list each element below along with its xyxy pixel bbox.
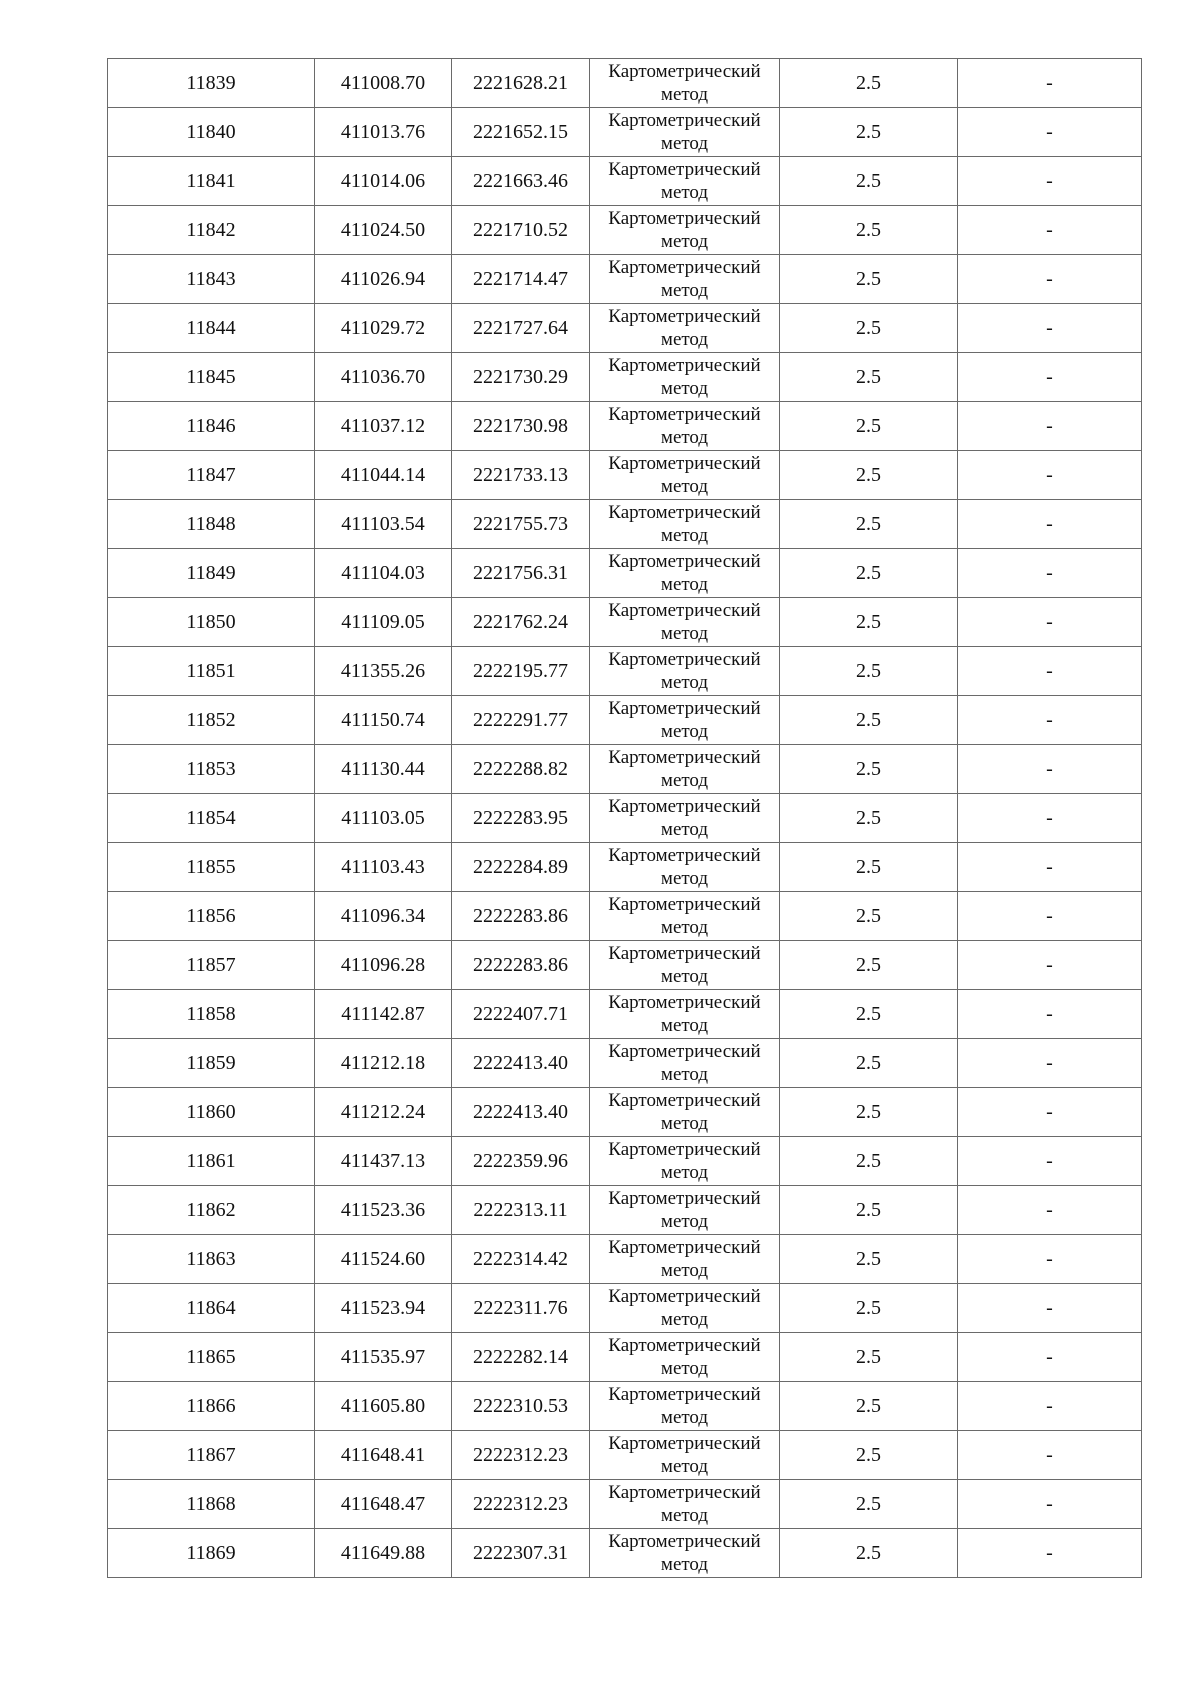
table-row xyxy=(108,745,1142,794)
coordinate-x-cell: 411212.18 xyxy=(315,1039,452,1088)
method-line-2: метод xyxy=(660,476,709,497)
point-number-cell: 11864 xyxy=(108,1284,315,1333)
point-number-cell: 11867 xyxy=(108,1431,315,1480)
method-line-1: Картометрический xyxy=(608,208,761,229)
accuracy-cell: 2.5 xyxy=(780,1480,958,1529)
method-line-2: метод xyxy=(660,1260,709,1281)
table-row xyxy=(108,941,1142,990)
table-row xyxy=(108,843,1142,892)
method-line-2: метод xyxy=(660,770,709,791)
method-cell xyxy=(590,353,780,402)
coordinate-x-cell: 411130.44 xyxy=(315,745,452,794)
table-row xyxy=(108,892,1142,941)
method-cell xyxy=(590,206,780,255)
coordinates-table xyxy=(107,58,1142,1578)
method-cell xyxy=(590,1431,780,1480)
method-line-2: метод xyxy=(660,1015,709,1036)
coordinate-y-cell: 2222359.96 xyxy=(452,1137,590,1186)
method-line-2: метод xyxy=(660,1554,709,1575)
coordinate-y-cell: 2222291.77 xyxy=(452,696,590,745)
note-cell: - xyxy=(958,549,1142,598)
method-line-1: Картометрический xyxy=(608,1482,761,1503)
table-row xyxy=(108,1382,1142,1431)
note-cell: - xyxy=(958,157,1142,206)
method-cell xyxy=(590,402,780,451)
point-number-cell: 11855 xyxy=(108,843,315,892)
method-line-1: Картометрический xyxy=(608,747,761,768)
method-line-2: метод xyxy=(660,1064,709,1085)
method-line-1: Картометрический xyxy=(608,1286,761,1307)
accuracy-cell: 2.5 xyxy=(780,1382,958,1431)
method-cell xyxy=(590,255,780,304)
point-number-cell: 11860 xyxy=(108,1088,315,1137)
coordinate-y-cell: 2222314.42 xyxy=(452,1235,590,1284)
coordinate-x-cell: 411103.43 xyxy=(315,843,452,892)
note-cell: - xyxy=(958,1039,1142,1088)
point-number-cell: 11858 xyxy=(108,990,315,1039)
method-cell xyxy=(590,1088,780,1137)
method-line-1: Картометрический xyxy=(608,845,761,866)
accuracy-cell: 2.5 xyxy=(780,696,958,745)
coordinate-x-cell: 411026.94 xyxy=(315,255,452,304)
method-line-1: Картометрический xyxy=(608,551,761,572)
table-row xyxy=(108,990,1142,1039)
point-number-cell: 11862 xyxy=(108,1186,315,1235)
coordinate-x-cell: 411024.50 xyxy=(315,206,452,255)
table-row xyxy=(108,598,1142,647)
method-line-1: Картометрический xyxy=(608,1531,761,1552)
method-line-1: Картометрический xyxy=(608,1433,761,1454)
coordinate-x-cell: 411044.14 xyxy=(315,451,452,500)
note-cell: - xyxy=(958,1382,1142,1431)
coordinate-y-cell: 2221756.31 xyxy=(452,549,590,598)
method-line-1: Картометрический xyxy=(608,355,761,376)
method-line-1: Картометрический xyxy=(608,1041,761,1062)
method-cell xyxy=(590,990,780,1039)
table-row xyxy=(108,451,1142,500)
accuracy-cell: 2.5 xyxy=(780,108,958,157)
method-cell xyxy=(590,59,780,108)
method-line-1: Картометрический xyxy=(608,1384,761,1405)
coordinate-y-cell: 2222413.40 xyxy=(452,1088,590,1137)
method-cell xyxy=(590,1480,780,1529)
table-row xyxy=(108,647,1142,696)
point-number-cell: 11866 xyxy=(108,1382,315,1431)
coordinate-y-cell: 2222307.31 xyxy=(452,1529,590,1578)
table-row xyxy=(108,1480,1142,1529)
method-line-2: метод xyxy=(660,427,709,448)
accuracy-cell: 2.5 xyxy=(780,402,958,451)
note-cell: - xyxy=(958,794,1142,843)
coordinates-table-body xyxy=(108,59,1142,1578)
method-line-2: метод xyxy=(660,231,709,252)
note-cell: - xyxy=(958,1333,1142,1382)
accuracy-cell: 2.5 xyxy=(780,1137,958,1186)
point-number-cell: 11845 xyxy=(108,353,315,402)
coordinate-x-cell: 411524.60 xyxy=(315,1235,452,1284)
note-cell: - xyxy=(958,1284,1142,1333)
method-cell xyxy=(590,549,780,598)
coordinate-x-cell: 411013.76 xyxy=(315,108,452,157)
point-number-cell: 11857 xyxy=(108,941,315,990)
point-number-cell: 11840 xyxy=(108,108,315,157)
table-row xyxy=(108,59,1142,108)
coordinate-y-cell: 2221733.13 xyxy=(452,451,590,500)
coordinate-y-cell: 2221710.52 xyxy=(452,206,590,255)
accuracy-cell: 2.5 xyxy=(780,549,958,598)
note-cell: - xyxy=(958,1431,1142,1480)
coordinate-x-cell: 411648.41 xyxy=(315,1431,452,1480)
point-number-cell: 11859 xyxy=(108,1039,315,1088)
point-number-cell: 11842 xyxy=(108,206,315,255)
method-cell xyxy=(590,843,780,892)
method-cell xyxy=(590,1382,780,1431)
method-line-1: Картометрический xyxy=(608,453,761,474)
note-cell: - xyxy=(958,353,1142,402)
note-cell: - xyxy=(958,1137,1142,1186)
note-cell: - xyxy=(958,1088,1142,1137)
accuracy-cell: 2.5 xyxy=(780,59,958,108)
note-cell: - xyxy=(958,1480,1142,1529)
method-line-2: метод xyxy=(660,623,709,644)
point-number-cell: 11856 xyxy=(108,892,315,941)
point-number-cell: 11852 xyxy=(108,696,315,745)
coordinate-x-cell: 411104.03 xyxy=(315,549,452,598)
coordinate-y-cell: 2222313.11 xyxy=(452,1186,590,1235)
method-line-1: Картометрический xyxy=(608,1090,761,1111)
accuracy-cell: 2.5 xyxy=(780,794,958,843)
accuracy-cell: 2.5 xyxy=(780,647,958,696)
table-row xyxy=(108,1235,1142,1284)
table-row xyxy=(108,1333,1142,1382)
method-cell xyxy=(590,1186,780,1235)
table-row xyxy=(108,402,1142,451)
method-cell xyxy=(590,1333,780,1382)
table-row xyxy=(108,500,1142,549)
method-line-2: метод xyxy=(660,574,709,595)
method-cell xyxy=(590,304,780,353)
method-cell xyxy=(590,696,780,745)
method-cell xyxy=(590,1284,780,1333)
point-number-cell: 11844 xyxy=(108,304,315,353)
coordinate-x-cell: 411103.54 xyxy=(315,500,452,549)
accuracy-cell: 2.5 xyxy=(780,892,958,941)
table-row xyxy=(108,157,1142,206)
point-number-cell: 11863 xyxy=(108,1235,315,1284)
note-cell: - xyxy=(958,59,1142,108)
method-line-2: метод xyxy=(660,133,709,154)
point-number-cell: 11841 xyxy=(108,157,315,206)
coordinate-y-cell: 2221663.46 xyxy=(452,157,590,206)
accuracy-cell: 2.5 xyxy=(780,500,958,549)
method-line-1: Картометрический xyxy=(608,796,761,817)
point-number-cell: 11843 xyxy=(108,255,315,304)
coordinate-y-cell: 2222283.95 xyxy=(452,794,590,843)
method-line-2: метод xyxy=(660,525,709,546)
coordinate-x-cell: 411523.36 xyxy=(315,1186,452,1235)
coordinate-x-cell: 411109.05 xyxy=(315,598,452,647)
method-line-1: Картометрический xyxy=(608,61,761,82)
accuracy-cell: 2.5 xyxy=(780,1088,958,1137)
note-cell: - xyxy=(958,990,1142,1039)
accuracy-cell: 2.5 xyxy=(780,1039,958,1088)
coordinate-x-cell: 411008.70 xyxy=(315,59,452,108)
method-line-2: метод xyxy=(660,329,709,350)
coordinate-y-cell: 2222288.82 xyxy=(452,745,590,794)
method-line-1: Картометрический xyxy=(608,502,761,523)
accuracy-cell: 2.5 xyxy=(780,1333,958,1382)
note-cell: - xyxy=(958,941,1142,990)
method-line-1: Картометрический xyxy=(608,600,761,621)
point-number-cell: 11861 xyxy=(108,1137,315,1186)
method-line-2: метод xyxy=(660,917,709,938)
method-line-2: метод xyxy=(660,819,709,840)
method-cell xyxy=(590,1529,780,1578)
method-line-2: метод xyxy=(660,868,709,889)
table-row xyxy=(108,1186,1142,1235)
coordinate-x-cell: 411523.94 xyxy=(315,1284,452,1333)
note-cell: - xyxy=(958,1235,1142,1284)
accuracy-cell: 2.5 xyxy=(780,1235,958,1284)
note-cell: - xyxy=(958,1529,1142,1578)
method-cell xyxy=(590,1235,780,1284)
method-cell xyxy=(590,1137,780,1186)
coordinate-x-cell: 411014.06 xyxy=(315,157,452,206)
method-line-2: метод xyxy=(660,1358,709,1379)
accuracy-cell: 2.5 xyxy=(780,157,958,206)
point-number-cell: 11869 xyxy=(108,1529,315,1578)
table-row xyxy=(108,549,1142,598)
method-line-2: метод xyxy=(660,1456,709,1477)
coordinate-x-cell: 411355.26 xyxy=(315,647,452,696)
table-row xyxy=(108,1088,1142,1137)
accuracy-cell: 2.5 xyxy=(780,745,958,794)
coordinate-y-cell: 2222312.23 xyxy=(452,1480,590,1529)
coordinate-y-cell: 2222282.14 xyxy=(452,1333,590,1382)
accuracy-cell: 2.5 xyxy=(780,990,958,1039)
table-row xyxy=(108,1039,1142,1088)
method-line-1: Картометрический xyxy=(608,1335,761,1356)
coordinate-y-cell: 2222407.71 xyxy=(452,990,590,1039)
point-number-cell: 11865 xyxy=(108,1333,315,1382)
note-cell: - xyxy=(958,843,1142,892)
coordinate-y-cell: 2222312.23 xyxy=(452,1431,590,1480)
point-number-cell: 11850 xyxy=(108,598,315,647)
accuracy-cell: 2.5 xyxy=(780,206,958,255)
accuracy-cell: 2.5 xyxy=(780,598,958,647)
coordinate-y-cell: 2221714.47 xyxy=(452,255,590,304)
note-cell: - xyxy=(958,1186,1142,1235)
point-number-cell: 11839 xyxy=(108,59,315,108)
coordinate-y-cell: 2222311.76 xyxy=(452,1284,590,1333)
coordinate-y-cell: 2221730.29 xyxy=(452,353,590,402)
method-line-1: Картометрический xyxy=(608,257,761,278)
accuracy-cell: 2.5 xyxy=(780,255,958,304)
method-cell xyxy=(590,1039,780,1088)
coordinate-x-cell: 411605.80 xyxy=(315,1382,452,1431)
table-row xyxy=(108,1137,1142,1186)
coordinate-x-cell: 411649.88 xyxy=(315,1529,452,1578)
table-row xyxy=(108,304,1142,353)
method-cell xyxy=(590,451,780,500)
method-line-1: Картометрический xyxy=(608,649,761,670)
accuracy-cell: 2.5 xyxy=(780,1431,958,1480)
method-cell xyxy=(590,108,780,157)
table-row xyxy=(108,353,1142,402)
method-line-1: Картометрический xyxy=(608,992,761,1013)
accuracy-cell: 2.5 xyxy=(780,1186,958,1235)
coordinate-x-cell: 411029.72 xyxy=(315,304,452,353)
table-row xyxy=(108,255,1142,304)
method-line-2: метод xyxy=(660,280,709,301)
note-cell: - xyxy=(958,108,1142,157)
point-number-cell: 11848 xyxy=(108,500,315,549)
table-row xyxy=(108,1529,1142,1578)
method-line-1: Картометрический xyxy=(608,306,761,327)
note-cell: - xyxy=(958,304,1142,353)
accuracy-cell: 2.5 xyxy=(780,304,958,353)
coordinate-x-cell: 411212.24 xyxy=(315,1088,452,1137)
coordinate-y-cell: 2222413.40 xyxy=(452,1039,590,1088)
method-cell xyxy=(590,598,780,647)
method-line-2: метод xyxy=(660,1113,709,1134)
method-line-1: Картометрический xyxy=(608,159,761,180)
coordinate-x-cell: 411096.28 xyxy=(315,941,452,990)
method-line-1: Картометрический xyxy=(608,943,761,964)
note-cell: - xyxy=(958,500,1142,549)
method-cell xyxy=(590,647,780,696)
method-line-2: метод xyxy=(660,672,709,693)
method-line-2: метод xyxy=(660,721,709,742)
coordinate-y-cell: 2221628.21 xyxy=(452,59,590,108)
point-number-cell: 11854 xyxy=(108,794,315,843)
coordinate-x-cell: 411096.34 xyxy=(315,892,452,941)
coordinate-y-cell: 2222284.89 xyxy=(452,843,590,892)
accuracy-cell: 2.5 xyxy=(780,353,958,402)
table-row xyxy=(108,696,1142,745)
coordinate-x-cell: 411036.70 xyxy=(315,353,452,402)
coordinate-x-cell: 411150.74 xyxy=(315,696,452,745)
note-cell: - xyxy=(958,745,1142,794)
method-line-1: Картометрический xyxy=(608,1188,761,1209)
coordinate-x-cell: 411535.97 xyxy=(315,1333,452,1382)
coordinate-x-cell: 411437.13 xyxy=(315,1137,452,1186)
table-row xyxy=(108,1284,1142,1333)
method-line-2: метод xyxy=(660,1309,709,1330)
table-row xyxy=(108,794,1142,843)
method-line-1: Картометрический xyxy=(608,894,761,915)
table-row xyxy=(108,108,1142,157)
point-number-cell: 11853 xyxy=(108,745,315,794)
coordinate-y-cell: 2222310.53 xyxy=(452,1382,590,1431)
note-cell: - xyxy=(958,206,1142,255)
method-line-2: метод xyxy=(660,1505,709,1526)
note-cell: - xyxy=(958,647,1142,696)
accuracy-cell: 2.5 xyxy=(780,941,958,990)
point-number-cell: 11868 xyxy=(108,1480,315,1529)
note-cell: - xyxy=(958,598,1142,647)
method-line-1: Картометрический xyxy=(608,1139,761,1160)
coordinate-y-cell: 2221762.24 xyxy=(452,598,590,647)
coordinate-y-cell: 2222283.86 xyxy=(452,892,590,941)
method-cell xyxy=(590,892,780,941)
point-number-cell: 11847 xyxy=(108,451,315,500)
method-line-2: метод xyxy=(660,182,709,203)
coordinate-y-cell: 2222283.86 xyxy=(452,941,590,990)
accuracy-cell: 2.5 xyxy=(780,843,958,892)
method-cell xyxy=(590,157,780,206)
coordinate-x-cell: 411648.47 xyxy=(315,1480,452,1529)
method-line-2: метод xyxy=(660,84,709,105)
coordinate-y-cell: 2221730.98 xyxy=(452,402,590,451)
method-line-2: метод xyxy=(660,378,709,399)
table-row xyxy=(108,206,1142,255)
coordinate-y-cell: 2222195.77 xyxy=(452,647,590,696)
point-number-cell: 11851 xyxy=(108,647,315,696)
coordinate-x-cell: 411142.87 xyxy=(315,990,452,1039)
method-line-1: Картометрический xyxy=(608,1237,761,1258)
note-cell: - xyxy=(958,892,1142,941)
point-number-cell: 11849 xyxy=(108,549,315,598)
coordinate-x-cell: 411037.12 xyxy=(315,402,452,451)
accuracy-cell: 2.5 xyxy=(780,1284,958,1333)
method-cell xyxy=(590,500,780,549)
coordinate-x-cell: 411103.05 xyxy=(315,794,452,843)
table-row xyxy=(108,1431,1142,1480)
point-number-cell: 11846 xyxy=(108,402,315,451)
coordinate-y-cell: 2221755.73 xyxy=(452,500,590,549)
method-line-2: метод xyxy=(660,1407,709,1428)
method-line-1: Картометрический xyxy=(608,110,761,131)
coordinate-y-cell: 2221727.64 xyxy=(452,304,590,353)
accuracy-cell: 2.5 xyxy=(780,451,958,500)
method-cell xyxy=(590,745,780,794)
method-line-1: Картометрический xyxy=(608,698,761,719)
method-line-2: метод xyxy=(660,966,709,987)
method-cell xyxy=(590,941,780,990)
note-cell: - xyxy=(958,696,1142,745)
method-cell xyxy=(590,794,780,843)
coordinate-y-cell: 2221652.15 xyxy=(452,108,590,157)
method-line-1: Картометрический xyxy=(608,404,761,425)
note-cell: - xyxy=(958,255,1142,304)
note-cell: - xyxy=(958,402,1142,451)
method-line-2: метод xyxy=(660,1162,709,1183)
note-cell: - xyxy=(958,451,1142,500)
accuracy-cell: 2.5 xyxy=(780,1529,958,1578)
method-line-2: метод xyxy=(660,1211,709,1232)
